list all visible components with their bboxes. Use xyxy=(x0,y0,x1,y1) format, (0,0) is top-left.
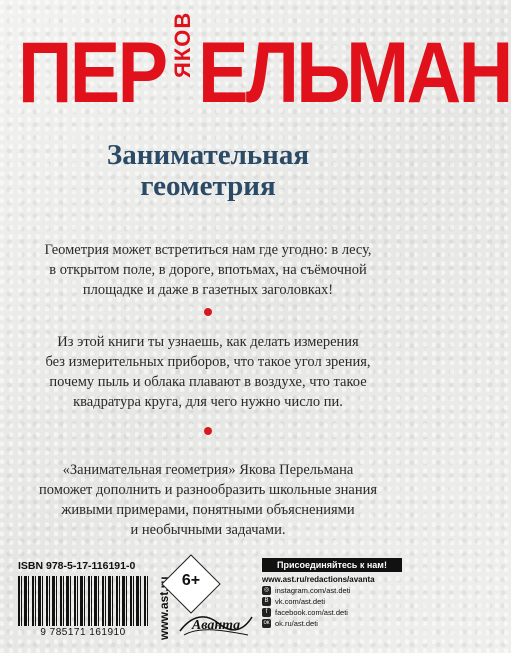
publisher-name: Аванта xyxy=(191,618,241,633)
join-us-url[interactable]: www.ast.ru/redactions/avanta xyxy=(262,575,375,584)
social-link-vk[interactable] xyxy=(262,597,402,606)
intro-line-1: Геометрия может встретиться нам где угодно: в лесу, xyxy=(44,242,372,258)
book-title xyxy=(0,140,416,202)
author-name xyxy=(0,11,511,128)
intro-paragraph xyxy=(20,240,396,300)
age-rating-label: 6+ xyxy=(181,572,201,589)
author-last-name-part2: ЕЛЬМАН xyxy=(198,25,511,121)
social-link-instagram[interactable] xyxy=(262,586,402,595)
divider-dot xyxy=(204,427,212,435)
isbn-block xyxy=(18,560,148,640)
summary-line-2: поможет дополнить и разнообразить школьные знания xyxy=(38,482,378,498)
content-line-1: Из этой книги ты узнаешь, как делать измерения xyxy=(57,334,359,350)
facebook-icon: f xyxy=(262,608,271,617)
content-line-2: без измерительных приборов, что такое угол зрения, xyxy=(45,354,371,370)
author-last-name-part1: ПЕР xyxy=(18,25,166,121)
vk-icon: В xyxy=(262,597,271,606)
join-us-header: Присоединяйтесь к нам! xyxy=(262,558,402,572)
publisher-website: www.ast.ru xyxy=(157,576,171,640)
publisher-logo xyxy=(178,605,254,639)
social-link-text: ok.ru/ast.deti xyxy=(275,619,318,628)
summary-line-4: и необычными задачами. xyxy=(130,522,286,538)
social-link-text: instagram.com/ast.deti xyxy=(275,586,351,595)
summary-line-1: «Занимательная геометрия» Якова Перельмана xyxy=(62,462,354,478)
social-link-text: facebook.com/ast.deti xyxy=(275,608,348,617)
summary-line-3: живыми примерами, понятными объяснениями xyxy=(61,502,355,518)
content-line-4: квадратура круга, для чего нужно число пи. xyxy=(73,394,343,410)
book-title-line2: геометрия xyxy=(140,170,276,202)
author-first-name: ЯКОВ xyxy=(170,11,195,78)
divider-dot xyxy=(204,308,212,316)
instagram-icon: ◎ xyxy=(263,587,270,593)
barcode-digits: 9 785171 161910 xyxy=(40,627,126,638)
content-line-3: почему пыль и облака плавают в воздухе, что такое xyxy=(49,374,367,390)
social-link-odnoklassniki[interactable] xyxy=(262,619,402,628)
intro-line-2: в открытом поле, в дороге, впотьмах, на съёмочной xyxy=(49,262,367,278)
content-paragraph xyxy=(20,332,396,412)
social-link-text: vk.com/ast.deti xyxy=(275,597,326,606)
odnoklassniki-icon: ок xyxy=(263,620,270,626)
summary-paragraph xyxy=(20,460,396,540)
isbn-number: ISBN 978-5-17-116191-0 xyxy=(18,560,136,572)
join-us-box xyxy=(262,558,402,642)
barcode xyxy=(18,576,148,626)
intro-line-3: площадке и даже в газетных заголовках! xyxy=(82,282,334,298)
social-link-facebook[interactable] xyxy=(262,608,402,617)
book-title-line1: Занимательная xyxy=(106,139,310,171)
